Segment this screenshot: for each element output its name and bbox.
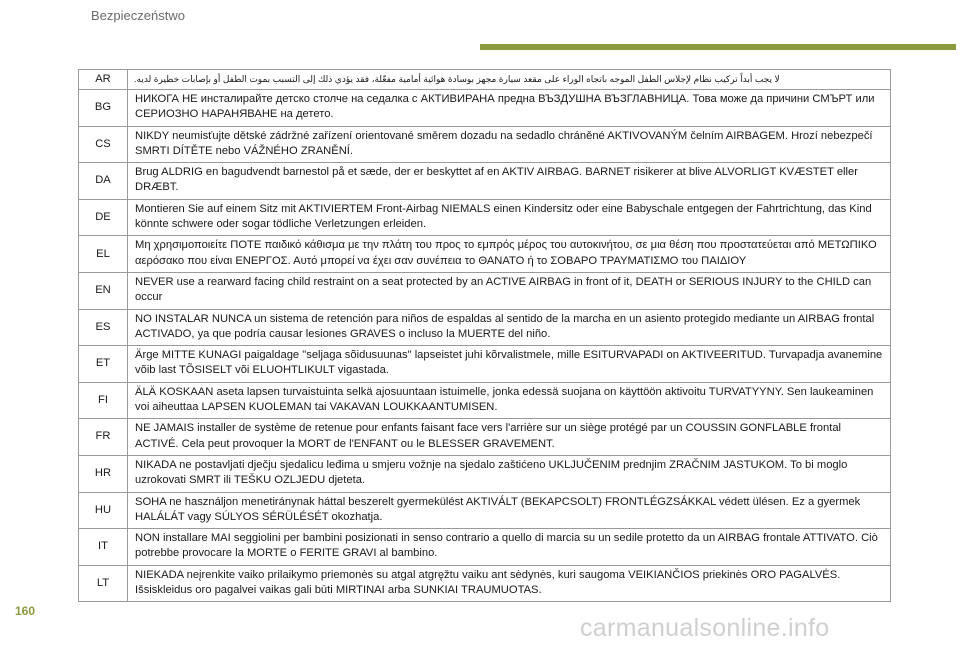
language-code: ET bbox=[79, 346, 128, 383]
warning-rows bbox=[79, 70, 891, 602]
table-row bbox=[79, 382, 891, 419]
language-code: IT bbox=[79, 529, 128, 566]
language-code: AR bbox=[79, 70, 128, 90]
warning-text: SOHA ne használjon menetiránynak háttal beszerelt gyermekülést AKTIVÁLT (BEKAPCSOLT) FRONTLÉGZSÁKKAL védett ülésen. Ez a gyermek HALÁLÁT vagy SÚLYOS SÉRÜLÉSÉT okozhatja. bbox=[128, 492, 891, 529]
warning-text: Ärge MITTE KUNAGI paigaldage "seljaga sõidusuunas" lapseistet juhi kõrvalistmele, mille ESITURVAPADI on AKTIVEERITUD. Turvapadja avanemine võib last TÕSISELT või ELUOHTLIKULT vigastada. bbox=[128, 346, 891, 383]
warning-text: NEVER use a rearward facing child restraint on a seat protected by an ACTIVE AIRBAG in front of it, DEATH or SERIOUS INJURY to the CHILD can occur bbox=[128, 272, 891, 309]
language-code: EN bbox=[79, 272, 128, 309]
language-code: FI bbox=[79, 382, 128, 419]
language-code: DE bbox=[79, 199, 128, 236]
language-code: HU bbox=[79, 492, 128, 529]
warning-text: لا يجب أبداً تركيب نظام لإجلاس الطفل الموجه باتجاه الوراء على مقعد سيارة مجهز بوسادة هوائية أمامية مفعّلة، فقد يؤدي ذلك إلى التسبب بموت الطفل أو بإصابات خطيرة لديه. bbox=[128, 70, 891, 90]
warning-text: NON installare MAI seggiolini per bambini posizionati in senso contrario a quello di marcia su un sedile protetto da un AIRBAG frontale ATTIVATO. Ciò potrebbe provocare la MORTE o FERITE GRAVI al bambino. bbox=[128, 529, 891, 566]
airbag-warning-table bbox=[78, 69, 891, 602]
table-row bbox=[79, 90, 891, 127]
page-number: 160 bbox=[15, 604, 36, 618]
warning-text: NIKADA ne postavljati dječju sjedalicu leđima u smjeru vožnje na sjedalo zaštićeno UKLJUČENIM prednjim ZRAČNIM JASTUKOM. To bi moglo uzrokovati SMRT ili TEŠKU OZLJEDU djeteta. bbox=[128, 455, 891, 492]
language-code: EL bbox=[79, 236, 128, 273]
table-row bbox=[79, 199, 891, 236]
warning-text: NIEKADA neįrenkite vaiko prilaikymo priemonės su atgal atgręžtu vaiku ant sėdynės, kuri saugoma VEIKIANČIOS priekinės ORO PAGALVĖS. Išsiskleidus oro pagalvei vaikas gali būti MIRTINAI arba SUNKIAI TRAUMUOTAS. bbox=[128, 565, 891, 602]
language-code: FR bbox=[79, 419, 128, 456]
warning-text: Brug ALDRIG en bagudvendt barnestol på et sæde, der er beskyttet af en AKTIV AIRBAG. BARNET risikerer at blive ALVORLIGT KVÆSTET eller DRÆBT. bbox=[128, 163, 891, 200]
language-code: BG bbox=[79, 90, 128, 127]
warning-text: ÄLÄ KOSKAAN aseta lapsen turvaistuinta selkä ajosuuntaan istuimelle, jonka edessä suojana on käyttöön aktivoitu TURVATYYNY. Sen laukeaminen voi aiheuttaa LAPSEN KUOLEMAN tai VAKAVAN LOUKKAANTUMISEN. bbox=[128, 382, 891, 419]
table-row bbox=[79, 163, 891, 200]
table-row bbox=[79, 272, 891, 309]
table-row bbox=[79, 492, 891, 529]
warning-text: Montieren Sie auf einem Sitz mit AKTIVIERTEM Front-Airbag NIEMALS einen Kindersitz oder eine Babyschale entgegen der Fahrtrichtung, das Kind könnte schwere oder sogar tödliche Verletzungen erleiden. bbox=[128, 199, 891, 236]
table-row bbox=[79, 309, 891, 346]
warning-text: Μη χρησιμοποιείτε ΠΟΤΕ παιδικό κάθισμα με την πλάτη του προς το εμπρός μέρος του αυτοκινήτου, σε μια θέση που προστατεύεται από ΜΕΤΩΠΙΚΟ αερόσακο που είναι ΕΝΕΡΓΟΣ. Αυτό μπορεί να έχει σαν συνέπεια το ΘΑΝΑΤΟ ή το ΣΟΒΑΡΟ ΤΡΑΥΜΑΤΙΣΜΟ του ΠΑΙΔΙΟΥ bbox=[128, 236, 891, 273]
table-row bbox=[79, 236, 891, 273]
language-code: DA bbox=[79, 163, 128, 200]
table-row bbox=[79, 455, 891, 492]
language-code: CS bbox=[79, 126, 128, 163]
watermark: carmanualsonline.info bbox=[580, 614, 830, 642]
warning-text: НИКОГА НЕ инсталирайте детско столче на седалка с АКТИВИРАНА предна ВЪЗДУШНА ВЪЗГЛАВНИЦА. Това може да причини СМЪРТ или СЕРИОЗНО НАРАНЯВАНЕ на детето. bbox=[128, 90, 891, 127]
warning-text: NE JAMAIS installer de système de retenue pour enfants faisant face vers l'arrière sur un siège protégé par un COUSSIN GONFLABLE frontal ACTIVÉ. Cela peut provoquer la MORT de l'ENFANT ou le BLESSER GRAVEMENT. bbox=[128, 419, 891, 456]
header-accent-bar bbox=[480, 44, 956, 50]
warning-text: NO INSTALAR NUNCA un sistema de retención para niños de espaldas al sentido de la marcha en un asiento protegido mediante un AIRBAG frontal ACTIVADO, ya que podría causar lesiones GRAVES o incluso la MUERTE del niño. bbox=[128, 309, 891, 346]
table-row bbox=[79, 529, 891, 566]
language-code: LT bbox=[79, 565, 128, 602]
language-code: HR bbox=[79, 455, 128, 492]
language-code: ES bbox=[79, 309, 128, 346]
table-row bbox=[79, 565, 891, 602]
table-row bbox=[79, 126, 891, 163]
table-row bbox=[79, 419, 891, 456]
section-title: Bezpieczeństwo bbox=[91, 8, 185, 23]
table-row bbox=[79, 346, 891, 383]
table-row bbox=[79, 70, 891, 90]
warning-text: NIKDY neumisťujte dětské zádržné zařízení orientované směrem dozadu na sedadlo chráněné AKTIVOVANÝM čelním AIRBAGEM. Hrozí nebezpečí SMRTI DÍTĚTE nebo VÁŽNÉHO ZRANĚNÍ. bbox=[128, 126, 891, 163]
